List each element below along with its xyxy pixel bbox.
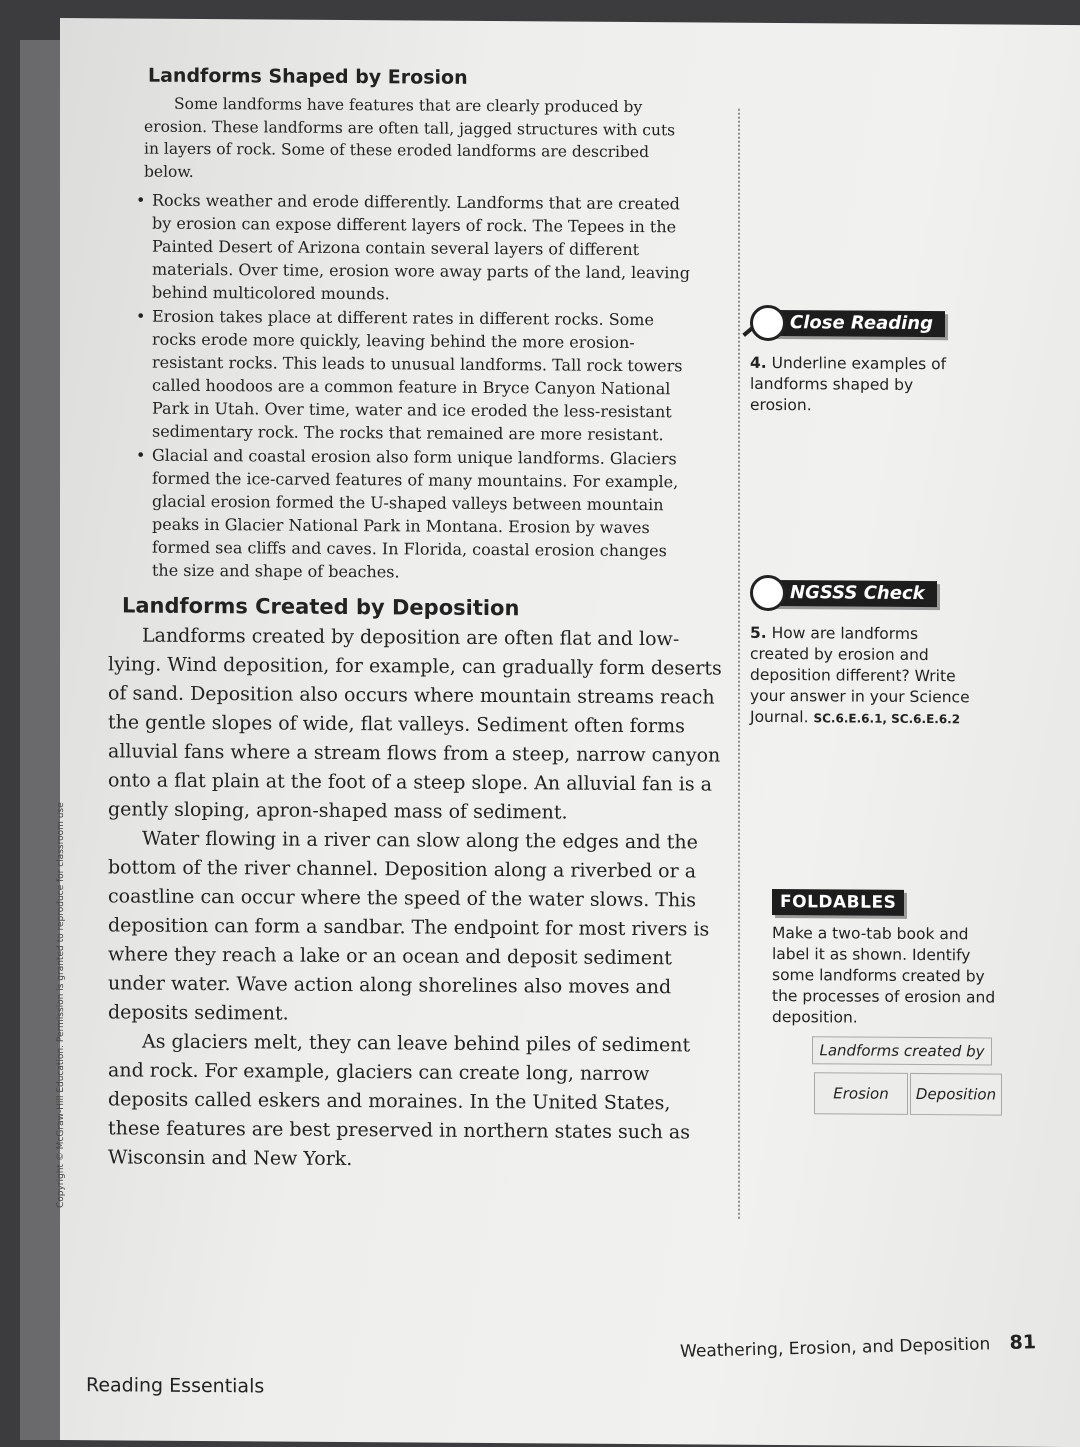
- deposition-heading: Landforms Created by Deposition: [122, 593, 520, 621]
- question-number: 4.: [750, 353, 767, 372]
- close-reading-box: [750, 305, 970, 418]
- deposition-paragraph: As glaciers melt, they can leave behind piles of sediment and rock. For example, glaciers can create long, narrow deposits called eskers and moraines. In the United States, these features are best preserved in northern states such as Wisconsin and New York.: [108, 1030, 691, 1171]
- erosion-heading: Landforms Shaped by Erosion: [148, 64, 468, 89]
- footer-chapter: [680, 1331, 1037, 1362]
- footer-book-title: Reading Essentials: [86, 1374, 265, 1398]
- tab-deposition: Deposition: [910, 1073, 1002, 1116]
- column-divider: [738, 109, 740, 1219]
- ngsss-check-box: [750, 575, 975, 731]
- foldables-label: FOLDABLES: [772, 889, 904, 916]
- page-number: 81: [1009, 1331, 1037, 1354]
- erosion-bullet: • Rocks weather and erode differently. Landforms that are created by erosion can expose different layers of rock. The Tepees in the Painted Desert of Arizona contain several layers of different materials. Over time, erosion wore away parts of the land, leaving behind multicolored mounds.: [136, 189, 696, 308]
- erosion-bullet-list: [100, 188, 696, 585]
- erosion-intro: Some landforms have features that are clearly produced by erosion. These landforms are often tall, jagged structures with cuts in layers of rock. Some of these eroded landforms are described below.: [144, 94, 676, 181]
- magnifier-icon: [750, 305, 786, 341]
- florida-icon: [750, 575, 786, 611]
- copyright-notice: Copyright © McGraw-Hill Education. Permission is granted to reproduce for classroom use: [56, 802, 66, 1209]
- foldables-box: [772, 889, 1007, 1128]
- deposition-paragraph: Water flowing in a river can slow along the edges and the bottom of the river channel. Deposition along a riverbed or a coastline can occur where the speed of the water slows. This deposition can form a sandbar. The endpoint for most rivers is where they reach a lake or an ocean and deposit sediment under water. Wave action along shorelines also moves and deposits sediment.: [108, 827, 710, 1025]
- ngsss-prompt: [750, 623, 975, 731]
- deposition-paragraph: Landforms created by deposition are often flat and low-lying. Wind deposition, for example, can gradually form deserts of sand. Deposition also occurs where mountain streams reach the gentle slopes of wide, flat valleys. Sediment often forms alluvial fans where a stream flows from a steep, narrow canyon onto a flat plain at the foot of a steep slope. An alluvial fan is a gently sloping, apron-shaped mass of sediment.: [108, 624, 722, 824]
- question-text: Underline examples of landforms shaped by erosion.: [750, 353, 947, 415]
- close-reading-prompt: [750, 353, 970, 418]
- question-number: 5.: [750, 623, 767, 642]
- question-text: How are landforms created by erosion and deposition different? Write your answer in your Science Journal.: [750, 623, 970, 727]
- textbook-page: [56, 18, 1080, 1447]
- deposition-body: [108, 621, 728, 1176]
- erosion-bullet: • Glacial and coastal erosion also form unique landforms. Glaciers formed the ice-carved features of many mountains. For example, glacial erosion formed the U-shaped valleys between mountain peaks in Glacier National Park in Montana. Erosion by waves formed sea cliffs and caves. In Florida, coastal erosion changes the size and shape of beaches.: [136, 444, 696, 586]
- tab-erosion: Erosion: [814, 1072, 908, 1115]
- ngsss-label: NGSSS Check: [772, 580, 937, 607]
- erosion-bullet: • Erosion takes place at different rates in different rocks. Some rocks erode more quickly, leaving behind the more erosion-resistant rocks. This leads to unusual landforms. Tall rock towers called hoodoos are a common feature in Bryce Canyon National Park in Utah. Over time, water and ice eroded the less-resistant sedimentary rock. The rocks that remained are more resistant.: [136, 305, 696, 447]
- ngsss-banner: [750, 575, 937, 612]
- two-tab-book-diagram: [772, 1036, 997, 1127]
- close-reading-label: Close Reading: [772, 310, 945, 337]
- standards-codes: SC.6.E.6.1, SC.6.E.6.2: [813, 711, 961, 727]
- close-reading-banner: [750, 305, 945, 342]
- foldables-text: Make a two-tab book and label it as shown. Identify some landforms created by the processes of erosion and deposition.: [772, 923, 996, 1027]
- main-column: [100, 64, 740, 1176]
- chapter-title: Weathering, Erosion, and Deposition: [679, 1334, 991, 1362]
- diagram-title: Landforms created by: [812, 1036, 992, 1065]
